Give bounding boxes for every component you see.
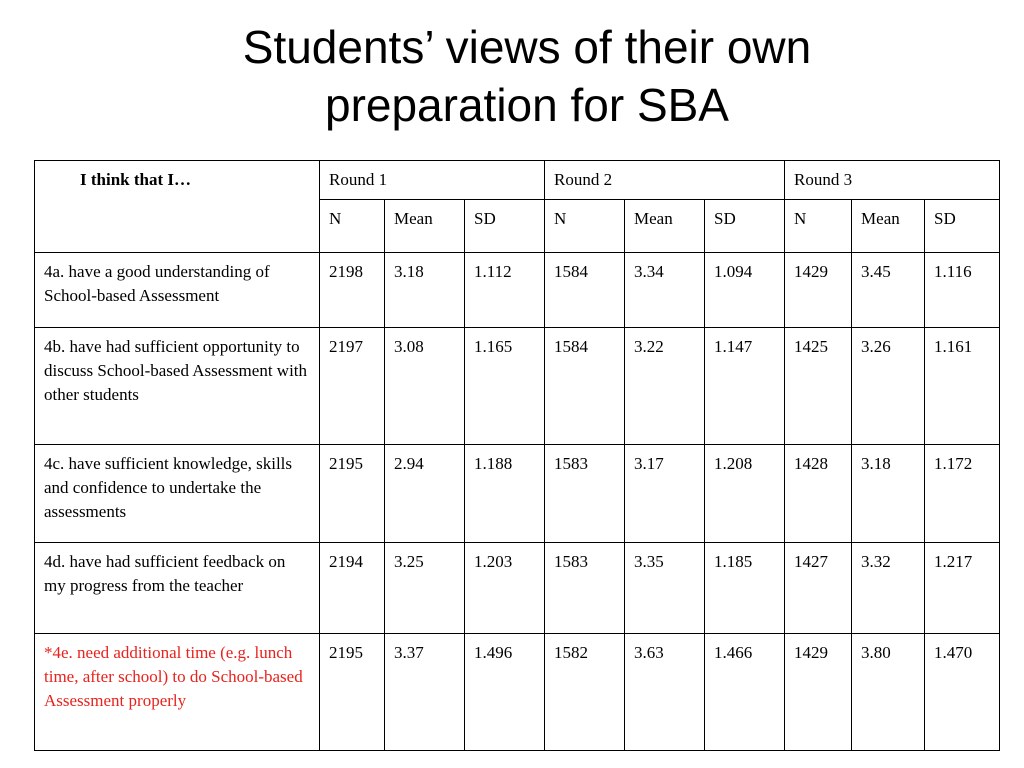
table-row [35, 543, 1000, 634]
round-3-header: Round 3 [785, 161, 1000, 200]
value-cell: 3.22 [625, 328, 705, 445]
subheader-cell: N [545, 200, 625, 253]
title-line-1: Students’ views of their own [242, 21, 812, 73]
table-row [35, 328, 1000, 445]
value-cell: 1.470 [925, 634, 1000, 751]
value-cell: 1.165 [465, 328, 545, 445]
value-cell: 3.37 [385, 634, 465, 751]
row-label: 4b. have had sufficient opportunity to discuss School-based Assessment with other students [35, 328, 320, 445]
subheader-cell: Mean [852, 200, 925, 253]
subheader-cell: N [785, 200, 852, 253]
subheader-cell: N [320, 200, 385, 253]
value-cell: 1.466 [705, 634, 785, 751]
row-label-highlighted: *4e. need additional time (e.g. lunch time, after school) to do School-based Assessment properly [35, 634, 320, 751]
value-cell: 2.94 [385, 445, 465, 543]
value-cell: 1.188 [465, 445, 545, 543]
value-cell: 3.17 [625, 445, 705, 543]
value-cell: 2197 [320, 328, 385, 445]
value-cell: 1.203 [465, 543, 545, 634]
subheader-cell: SD [705, 200, 785, 253]
value-cell: 1583 [545, 543, 625, 634]
value-cell: 1425 [785, 328, 852, 445]
table-row [35, 253, 1000, 328]
subheader-cell: Mean [385, 200, 465, 253]
round-1-header: Round 1 [320, 161, 545, 200]
row-label: 4a. have a good understanding of School-based Assessment [35, 253, 320, 328]
value-cell: 3.35 [625, 543, 705, 634]
value-cell: 2195 [320, 634, 385, 751]
value-cell: 2195 [320, 445, 385, 543]
table-row [35, 445, 1000, 543]
row-label: 4c. have sufficient knowledge, skills and confidence to undertake the assessments [35, 445, 320, 543]
value-cell: 1.217 [925, 543, 1000, 634]
results-table [34, 160, 1000, 751]
value-cell: 1427 [785, 543, 852, 634]
value-cell: 1.496 [465, 634, 545, 751]
value-cell: 3.08 [385, 328, 465, 445]
subheader-cell: SD [925, 200, 1000, 253]
value-cell: 3.32 [852, 543, 925, 634]
value-cell: 3.80 [852, 634, 925, 751]
value-cell: 2198 [320, 253, 385, 328]
value-cell: 3.45 [852, 253, 925, 328]
value-cell: 3.18 [385, 253, 465, 328]
table-row [35, 634, 1000, 751]
value-cell: 3.26 [852, 328, 925, 445]
round-2-header: Round 2 [545, 161, 785, 200]
value-cell: 1.094 [705, 253, 785, 328]
value-cell: 3.63 [625, 634, 705, 751]
value-cell: 3.34 [625, 253, 705, 328]
value-cell: 1429 [785, 634, 852, 751]
value-cell: 1582 [545, 634, 625, 751]
header-row-rounds [35, 161, 1000, 200]
slide-title [0, 18, 1024, 134]
subheader-cell: SD [465, 200, 545, 253]
value-cell: 1.172 [925, 445, 1000, 543]
row-label: 4d. have had sufficient feedback on my progress from the teacher [35, 543, 320, 634]
title-line-2: preparation for SBA [324, 79, 729, 131]
value-cell: 1583 [545, 445, 625, 543]
value-cell: 3.25 [385, 543, 465, 634]
value-cell: 1.112 [465, 253, 545, 328]
value-cell: 1429 [785, 253, 852, 328]
value-cell: 1.147 [705, 328, 785, 445]
subheader-cell: Mean [625, 200, 705, 253]
value-cell: 2194 [320, 543, 385, 634]
value-cell: 1.185 [705, 543, 785, 634]
value-cell: 1.161 [925, 328, 1000, 445]
value-cell: 1428 [785, 445, 852, 543]
value-cell: 1584 [545, 253, 625, 328]
corner-header: I think that I… [35, 161, 320, 253]
value-cell: 1.116 [925, 253, 1000, 328]
value-cell: 3.18 [852, 445, 925, 543]
value-cell: 1584 [545, 328, 625, 445]
value-cell: 1.208 [705, 445, 785, 543]
